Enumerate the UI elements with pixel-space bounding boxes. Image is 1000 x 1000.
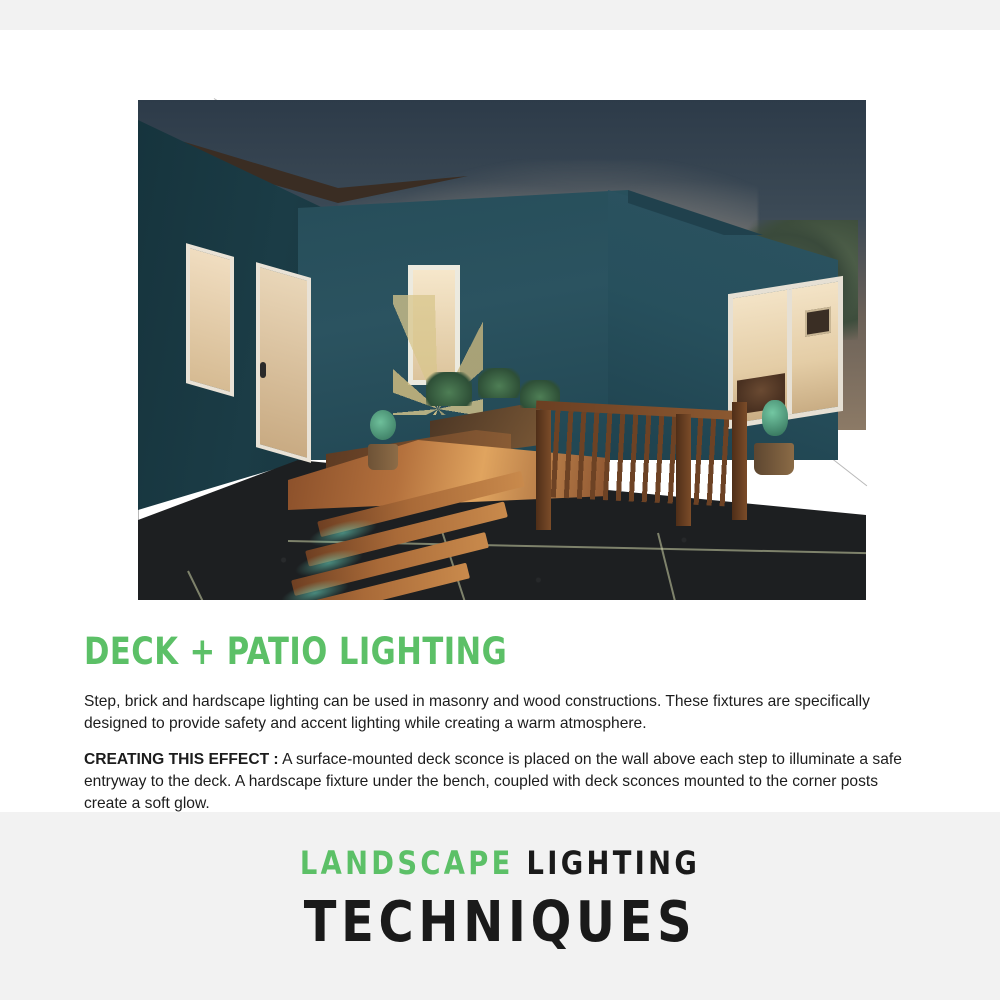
effect-label: CREATING THIS EFFECT : [84, 751, 279, 768]
footer-line-2: TECHNIQUES [303, 890, 697, 955]
shrub [426, 372, 472, 406]
corner-post [732, 402, 747, 520]
footer-word-lighting: LIGHTING [526, 844, 701, 882]
door-handle [260, 362, 266, 378]
plant-foliage [762, 400, 788, 436]
potted-plant-left [366, 410, 400, 470]
footer-inner [0, 844, 1000, 955]
illustration-rendering [136, 70, 866, 600]
footer-line-1 [25, 844, 975, 882]
intro-paragraph: Step, brick and hardscape lighting can be used in masonry and wood constructions. These fixtures are specifically designed to provide safety and accent lighting while creating a warm atmosphere. [84, 693, 870, 732]
window [186, 243, 234, 397]
deck-railing [536, 400, 756, 560]
top-grey-band [0, 0, 1000, 30]
railing-balusters [538, 409, 747, 508]
shrub [478, 368, 520, 398]
plant-pot [368, 444, 398, 470]
plant-pot [754, 443, 794, 475]
plant-foliage [370, 410, 396, 440]
effect-paragraph [84, 749, 914, 815]
text-block [84, 630, 920, 829]
effect-text: A surface-mounted deck sconce is placed on the wall above each step to illuminate a safe entryway to the deck. A hardscape fixture under the bench, coupled with deck sconces mounted to the corner posts create a soft glow. [84, 751, 902, 812]
footer [0, 812, 1000, 1000]
potted-plant-right [754, 400, 794, 475]
corner-post [536, 410, 551, 530]
footer-word-landscape: LANDSCAPE [299, 844, 514, 882]
content-area [0, 30, 1000, 812]
corner-post [676, 414, 691, 526]
door-mullion [787, 289, 792, 415]
deck-steps [298, 478, 528, 600]
scene [138, 100, 866, 600]
page-title: DECK + PATIO LIGHTING [84, 630, 508, 673]
interior-artwork [805, 307, 831, 337]
